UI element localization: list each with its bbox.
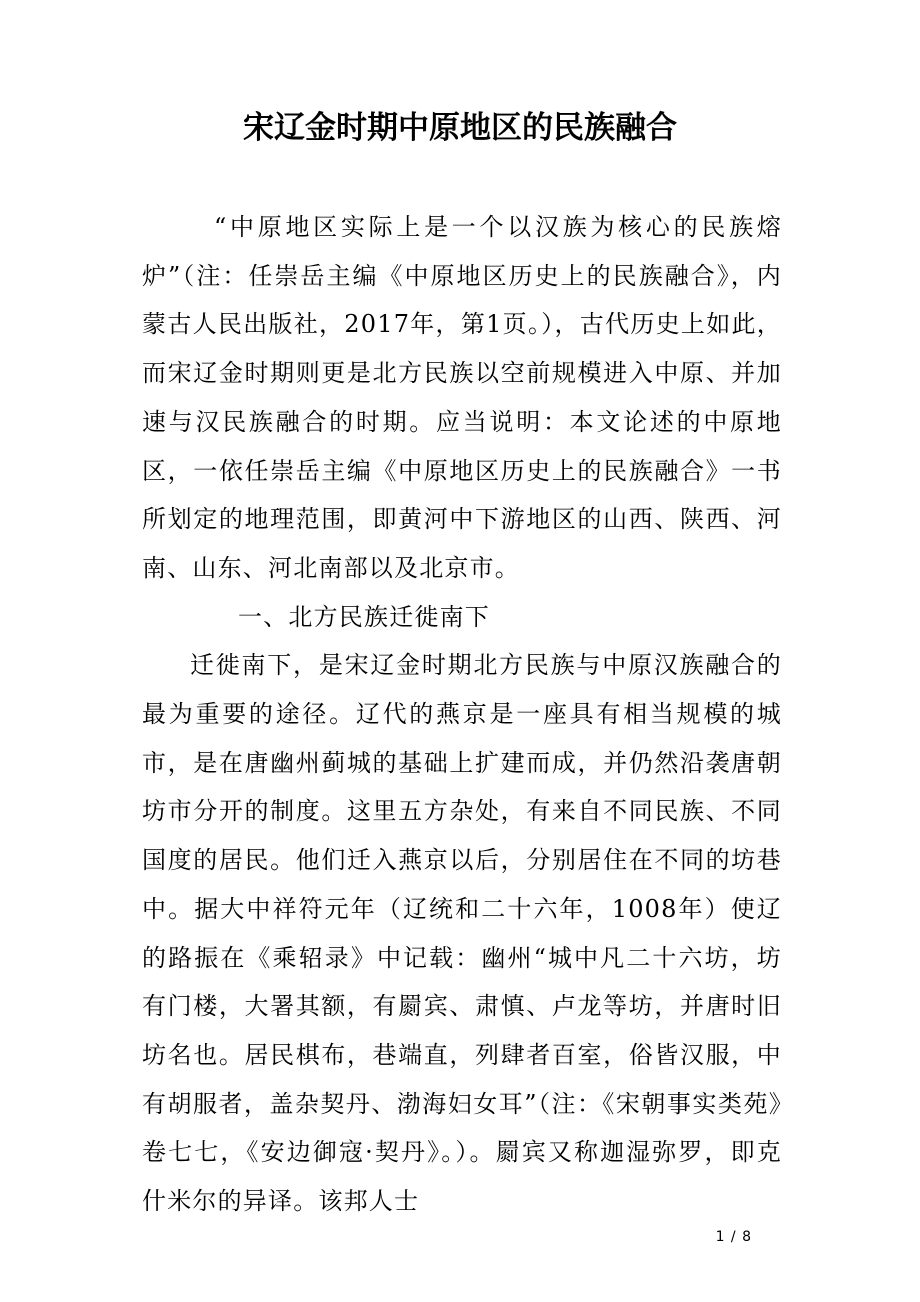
section-heading: 一、北方民族迁徙南下: [238, 602, 490, 631]
page-number: 1 / 8: [715, 1229, 752, 1245]
paragraph-intro: “中原地区实际上是一个以汉族为核心的民族熔炉”（注：任崇岳主编《中原地区历史上的民族融合》，内蒙古人民出版社，2017年，第1页。），古代历史上如此，而宋辽金时期则更是北方民族以空前规模进入中原、并加速与汉民族融合的时期。应当说明：本文论述的中原地区，一依任崇岳主编《中原地区历史上的民族融合》一书所划定的地理范围，即黄河中下游地区的山西、陕西、河南、山东、河北南部以及北京市。: [142, 213, 782, 582]
document-title: 宋辽金时期中原地区的民族融合: [243, 110, 677, 146]
paragraph-migration: 迁徙南下，是宋辽金时期北方民族与中原汉族融合的最为重要的途径。辽代的燕京是一座具有相当规模的城市，是在唐幽州蓟城的基础上扩建而成，并仍然沿袭唐朝坊市分开的制度。这里五方杂处，有来自不同民族、不同国度的居民。他们迁入燕京以后，分别居住在不同的坊巷中。据大中祥符元年（辽统和二十六年，1008年）使辽的路振在《乘轺录》中记载：幽州“城中凡二十六坊，坊有门楼，大署其额，有罽宾、肃慎、卢龙等坊，并唐时旧坊名也。居民棋布，巷端直，列肆者百室，俗皆汉服，中有胡服者，盖杂契丹、渤海妇女耳”（注：《宋朝事实类苑》卷七七，《安边御寇·契丹》。）。罽宾又称迦湿弥罗，即克什米尔的异译。该邦人士: [142, 651, 782, 1216]
document-body: [142, 203, 782, 1226]
